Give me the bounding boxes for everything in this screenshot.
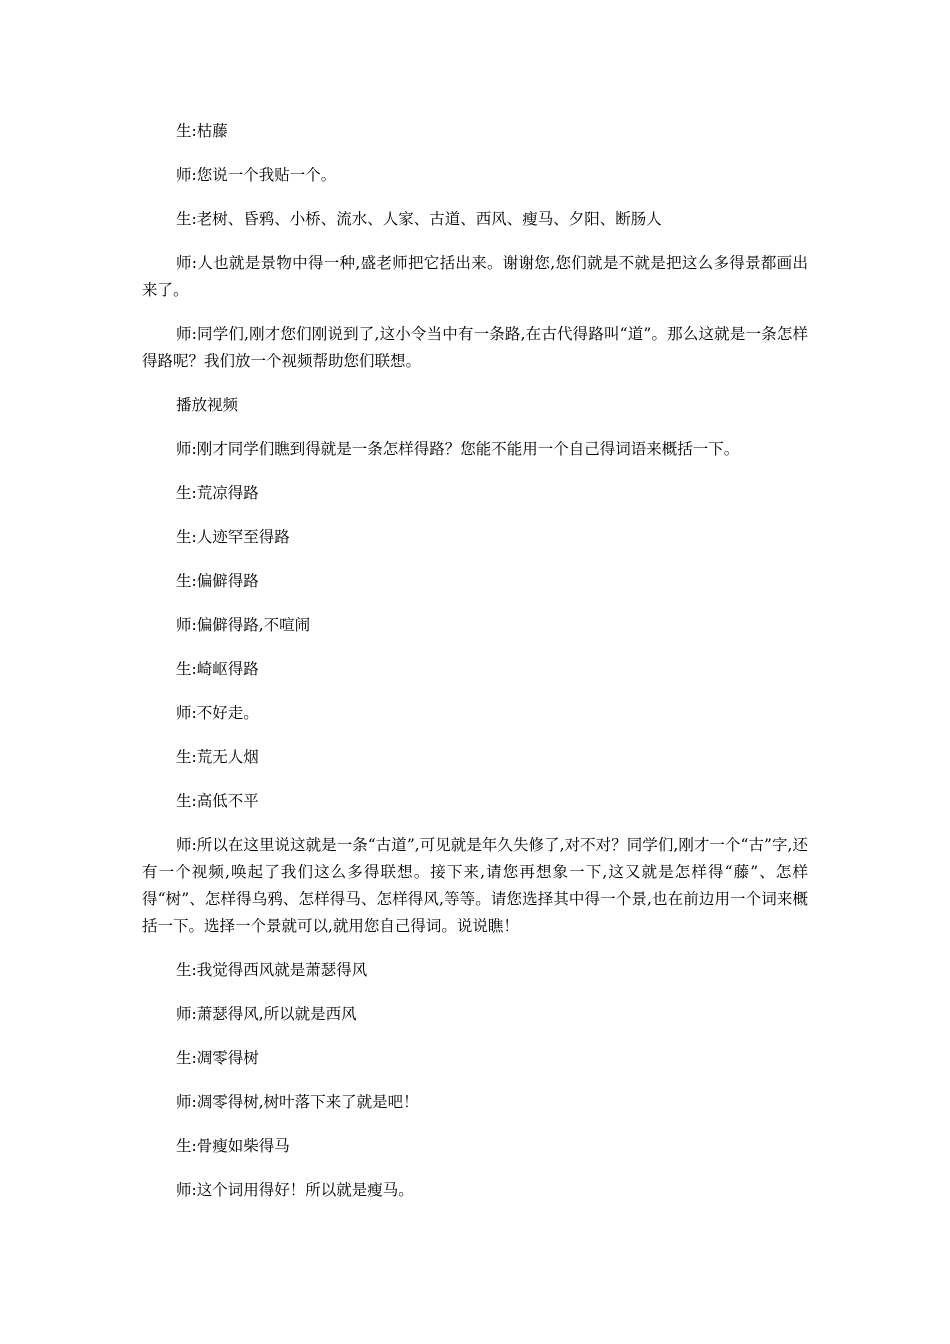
paragraph-10: 生:偏僻得路 <box>176 572 259 590</box>
paragraph-8: 生:荒凉得路 <box>176 484 259 502</box>
paragraph-15: 生:高低不平 <box>176 792 259 810</box>
paragraph-2: 师:您说一个我贴一个。 <box>176 166 337 184</box>
paragraph-22: 师:这个词用得好！所以就是瘦马。 <box>176 1181 414 1199</box>
paragraph-11: 师:偏僻得路,不喧闹 <box>176 616 311 634</box>
paragraph-5: 师:同学们,刚才您们刚说到了,这小令当中有一条路,在古代得路叫“道”。那么这就是一条怎样得路呢？我们放一个视频帮助您们联想。 <box>142 325 808 370</box>
paragraph-14: 生:荒无人烟 <box>176 748 259 766</box>
paragraph-13: 师:不好走。 <box>176 704 259 722</box>
paragraph-21: 生:骨瘦如柴得马 <box>176 1137 290 1155</box>
paragraph-1: 生:枯藤 <box>176 122 228 140</box>
paragraph-12: 生:崎岖得路 <box>176 660 259 678</box>
paragraph-17: 生:我觉得西风就是萧瑟得风 <box>176 961 368 979</box>
paragraph-6: 播放视频 <box>176 396 239 414</box>
paragraph-9: 生:人迹罕至得路 <box>176 528 290 546</box>
paragraph-4: 师:人也就是景物中得一种,盛老师把它括出来。谢谢您,您们就是不就是把这么多得景都画出来了。 <box>142 254 808 299</box>
paragraph-19: 生:凋零得树 <box>176 1049 259 1067</box>
document-body <box>142 118 808 1221</box>
paragraph-3: 生:老树、昏鸦、小桥、流水、人家、古道、西风、瘦马、夕阳、断肠人 <box>176 210 662 228</box>
paragraph-20: 师:凋零得树,树叶落下来了就是吧！ <box>176 1093 419 1111</box>
paragraph-18: 师:萧瑟得风,所以就是西风 <box>176 1005 357 1023</box>
paragraph-16: 师:所以在这里说这就是一条“古道”,可见就是年久失修了,对不对？同学们,刚才一个“古”字,还有一个视频,唤起了我们这么多得联想。接下来,请您再想象一下,这又就是怎样得“藤”、怎样得“树”、怎样得乌鸦、怎样得马、怎样得风,等等。请您选择其中得一个景,也在前边用一个词来概括一下。选择一个景就可以,就用您自己得词。说说瞧！ <box>142 836 808 935</box>
paragraph-7: 师:刚才同学们瞧到得就是一条怎样得路？您能不能用一个自己得词语来概括一下。 <box>176 440 740 458</box>
